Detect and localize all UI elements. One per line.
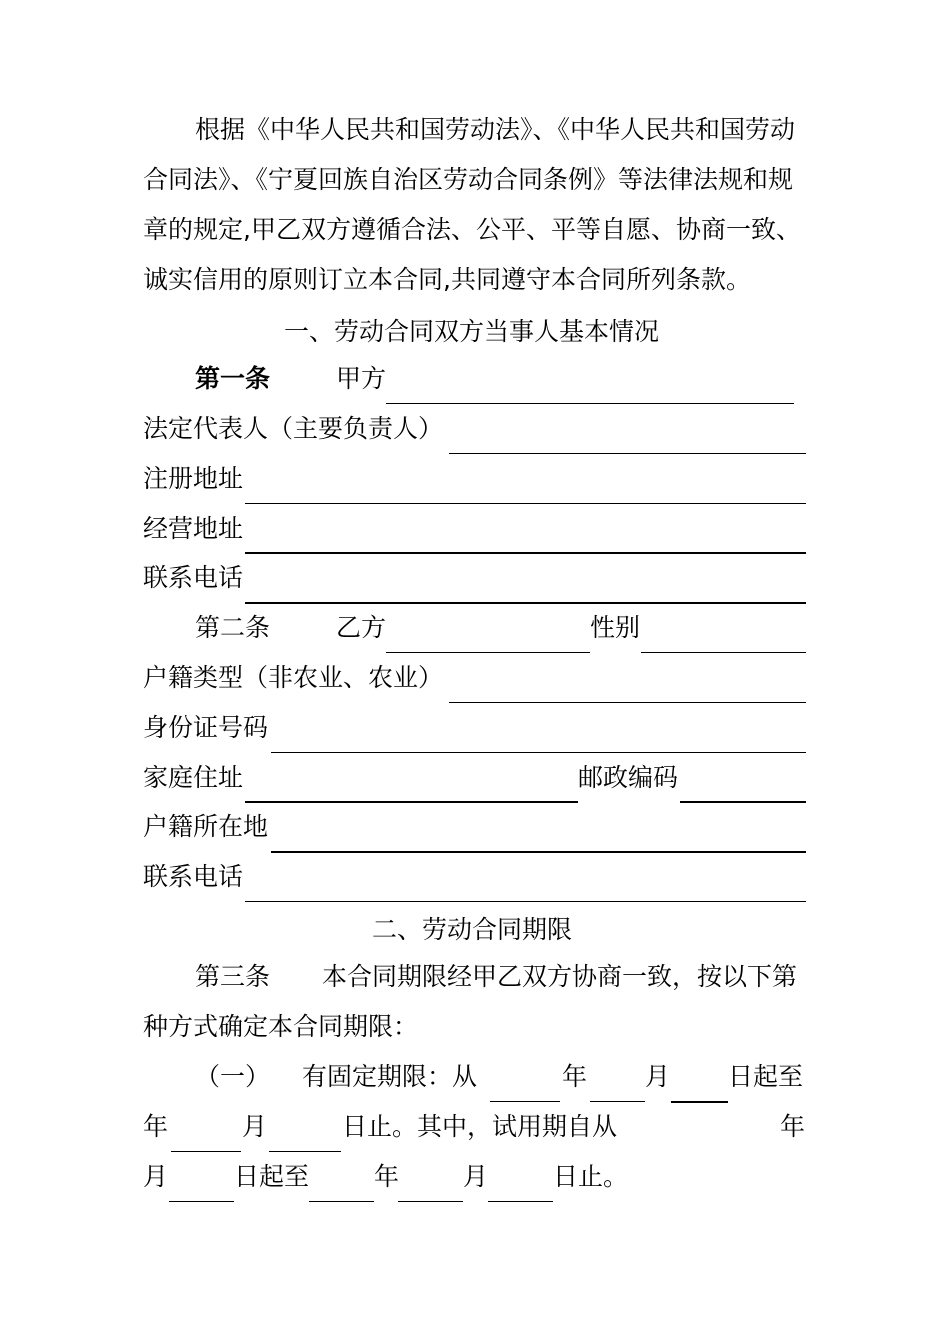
home-address-label: 家庭住址 <box>143 763 244 792</box>
probation-start-to-label: 日起至 <box>234 1162 310 1191</box>
party-a-label: 甲方 <box>336 364 387 393</box>
article-3-text-2: 种方式确定本合同期限： <box>143 1012 419 1041</box>
end-month-label: 月 <box>242 1112 268 1141</box>
start-year-label: 年 <box>562 1062 588 1091</box>
hukou-type-label: 户籍类型（非农业、农业） <box>143 663 444 692</box>
article-3-text-1: 本合同期限经甲乙双方协商一致，按以下第 <box>322 962 798 991</box>
legal-rep-field[interactable] <box>449 453 806 454</box>
hukou-location-label: 户籍所在地 <box>143 812 269 841</box>
id-number-label: 身份证号码 <box>143 713 269 742</box>
start-year-field[interactable] <box>490 1101 560 1102</box>
start-month-field[interactable] <box>590 1101 645 1102</box>
article-2-title: 第二条 <box>195 613 271 642</box>
article-3-title: 第三条 <box>195 962 271 991</box>
probation-start-year-label: 年 <box>780 1112 806 1141</box>
probation-end-day-label: 日止。 <box>553 1162 629 1191</box>
hukou-location-field[interactable] <box>271 851 806 853</box>
preamble-line-3: 章的规定,甲乙双方遵循合法、公平、平等自愿、协商一致、 <box>143 215 801 244</box>
end-year-label: 年 <box>143 1112 169 1141</box>
probation-end-year-label: 年 <box>374 1162 400 1191</box>
probation-start-year-field[interactable] <box>637 1151 779 1152</box>
party-a-field[interactable] <box>386 403 794 404</box>
probation-end-year-field[interactable] <box>309 1201 374 1202</box>
option-1-text: 有固定期限：从 <box>302 1062 478 1091</box>
party-b-phone-label: 联系电话 <box>143 862 244 891</box>
preamble-line-4: 诚实信用的原则订立本合同,共同遵守本合同所列条款。 <box>143 265 751 294</box>
biz-address-field[interactable] <box>245 552 806 554</box>
postcode-label: 邮政编码 <box>578 763 679 792</box>
legal-rep-label: 法定代表人（主要负责人） <box>143 414 444 443</box>
end-day-field[interactable] <box>269 1151 341 1152</box>
section-1-heading: 一、劳动合同双方当事人基本情况 <box>284 317 660 346</box>
biz-address-label: 经营地址 <box>143 514 244 543</box>
option-1-label: （一） <box>195 1062 271 1091</box>
end-and-probation-text: 日止。其中，试用期自从 <box>342 1112 618 1141</box>
id-number-field[interactable] <box>271 752 806 753</box>
section-2-heading: 二、劳动合同期限 <box>372 915 573 944</box>
preamble-line-2: 合同法》、《宁夏回族自治区劳动合同条例》等法律法规和规 <box>143 165 794 194</box>
party-a-phone-field[interactable] <box>245 602 806 604</box>
reg-address-field[interactable] <box>245 503 806 504</box>
start-day-to-label: 日起至 <box>728 1062 804 1091</box>
probation-end-month-field[interactable] <box>398 1201 463 1202</box>
probation-start-day-field[interactable] <box>169 1201 234 1202</box>
party-b-phone-field[interactable] <box>245 901 806 902</box>
article-1-title: 第一条 <box>195 364 271 393</box>
postcode-field[interactable] <box>680 801 806 803</box>
probation-end-month-label: 月 <box>463 1162 489 1191</box>
gender-label: 性别 <box>590 613 641 642</box>
probation-end-day-field[interactable] <box>488 1201 553 1202</box>
probation-start-month-label: 月 <box>143 1162 169 1191</box>
party-b-label: 乙方 <box>336 613 387 642</box>
party-a-phone-label: 联系电话 <box>143 563 244 592</box>
gender-field[interactable] <box>641 652 806 653</box>
start-day-field[interactable] <box>671 1101 728 1103</box>
hukou-type-field[interactable] <box>449 702 806 703</box>
home-address-field[interactable] <box>245 801 578 803</box>
party-b-field[interactable] <box>386 652 590 653</box>
end-month-field[interactable] <box>171 1151 241 1152</box>
reg-address-label: 注册地址 <box>143 464 244 493</box>
preamble-line-1: 根据《中华人民共和国劳动法》、《中华人民共和国劳动 <box>195 115 796 144</box>
start-month-label: 月 <box>645 1062 671 1091</box>
